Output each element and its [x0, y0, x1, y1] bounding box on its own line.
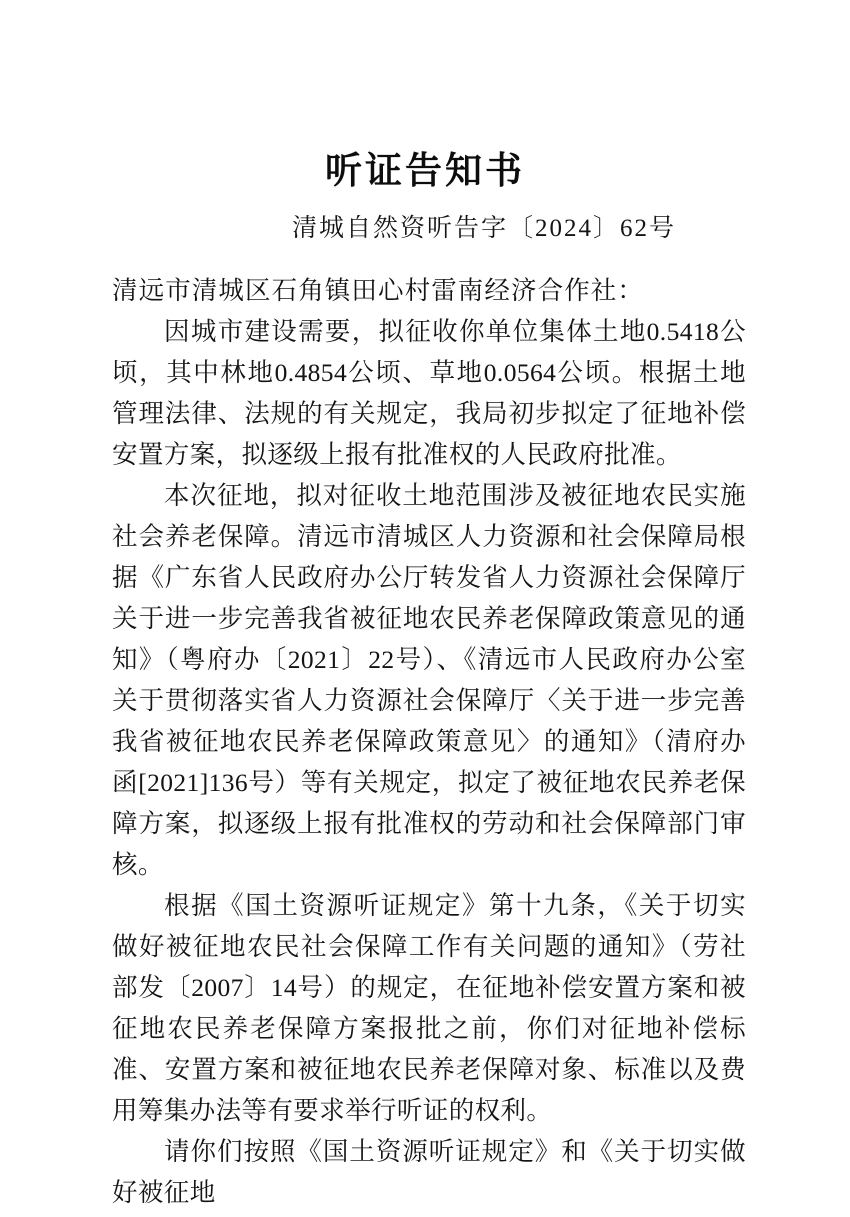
body-paragraph: 请你们按照《国土资源听证规定》和《关于切实做好被征地 — [112, 1137, 746, 1207]
body-paragraph: 根据《国土资源听证规定》第十九条，《关于切实做好被征地农民社会保障工作有关问题的通知》（劳社部发〔2007〕14号）的规定，在征地补偿安置方案和被征地农民养老保障方案报批之前，你们对征地补偿标准、安置方案和被征地农民养老保障对象、标准以及费用筹集办法等有要求举行听证的权利。 — [112, 891, 746, 1125]
body-paragraph: 本次征地，拟对征收土地范围涉及被征地农民实施社会养老保障。清远市清城区人力资源和社会保障局根据《广东省人民政府办公厅转发省人力资源社会保障厅关于进一步完善我省被征地农民养老保障政策意见的通知》（粤府办〔2021〕22号）、《清远市人民政府办公室关于贯彻落实省人力资源社会保障厅〈关于进一步完善我省被征地农民养老保障政策意见〉的通知》（清府办函[2021]136号）等有关规定，拟定了被征地农民养老保障方案，拟逐级上报有批准权的劳动和社会保障部门审核。 — [112, 481, 746, 879]
document-number: 清城自然资听告字〔2024〕62号 — [291, 215, 676, 242]
page-title: 听证告知书 — [325, 149, 525, 192]
document-body — [112, 270, 746, 1213]
body-paragraph: 因城市建设需要，拟征收你单位集体土地0.5418公顷，其中林地0.4854公顷、草地0.0564公顷。根据土地管理法律、法规的有关规定，我局初步拟定了征地补偿安置方案，拟逐级上报有批准权的人民政府批准。 — [112, 317, 746, 469]
addressee-line: 清远市清城区石角镇田心村雷南经济合作社： — [112, 276, 645, 305]
